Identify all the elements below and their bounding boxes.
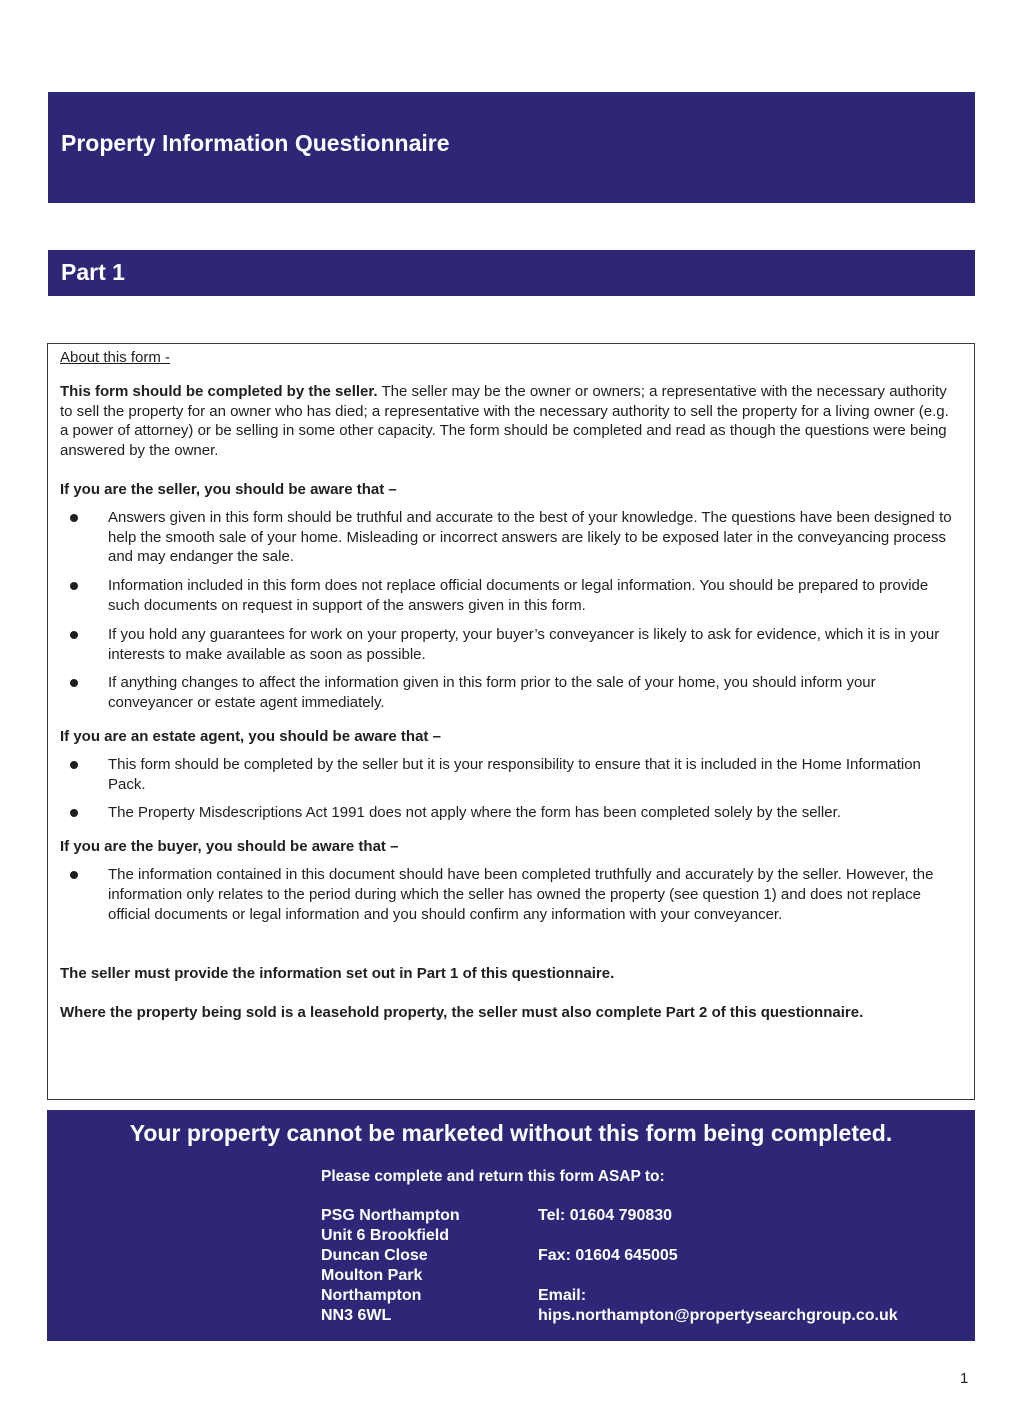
title-banner: [48, 92, 975, 203]
address-line: Duncan Close: [321, 1247, 428, 1264]
list-item-text: If you hold any guarantees for work on your property, your buyer’s conveyancer is likely to ask for evidence, which it is in your interests to make available as soon as possible.: [108, 625, 940, 663]
list-item: [60, 803, 956, 823]
intro-text: The seller may be the owner or owners; a representative with the necessary authority to sell the property for an owner who has died; a representative with the necessary authority to sell the property for a living owner (e.g. a power of attorney) or be selling in some other capacity. The form should be completed and read as though the questions were being answered by the owner.: [60, 382, 949, 460]
about-heading: About this form -: [60, 349, 171, 366]
spacer: [538, 1266, 898, 1286]
seller-heading: If you are the seller, you should be aware that –: [60, 480, 397, 498]
list-item: [60, 755, 956, 795]
address-line: Northampton: [321, 1287, 422, 1304]
closing-statement-part1: The seller must provide the information set out in Part 1 of this questionnaire.: [60, 965, 615, 983]
bullet-icon: [70, 582, 78, 590]
spacer: [538, 1226, 898, 1246]
list-item-text: This form should be completed by the seller but it is your responsibility to ensure that it is included in the Home Information Pack.: [108, 755, 921, 793]
about-section: [47, 343, 975, 1100]
bullet-icon: [70, 679, 78, 687]
email-address: hips.northampton@propertysearchgroup.co.uk: [538, 1307, 898, 1324]
list-item: [60, 865, 956, 924]
intro-paragraph: [60, 382, 956, 461]
part-label: Part 1: [61, 259, 125, 285]
list-item-text: Answers given in this form should be truthful and accurate to the best of your knowledge. The questions have been designed to help the smooth sale of your home. Misleading or incorrect answers are likely to be exposed later in the conveyancing process and may endanger the sale.: [108, 508, 952, 566]
telephone: Tel: 01604 790830: [538, 1207, 673, 1224]
list-item: [60, 625, 956, 665]
address-line: Unit 6 Brookfield: [321, 1227, 450, 1244]
page-title: Property Information Questionnaire: [61, 130, 450, 156]
page-number: 1: [960, 1370, 969, 1387]
list-item: [60, 673, 956, 713]
fax: Fax: 01604 645005: [538, 1247, 678, 1264]
list-item-text: Information included in this form does not replace official documents or legal information. You should be prepared to provide such documents on request in support of the answers given in this form.: [108, 577, 929, 614]
bullet-icon: [70, 809, 78, 817]
address-line: PSG Northampton: [321, 1207, 460, 1224]
list-item: [60, 508, 956, 567]
bullet-icon: [70, 631, 78, 639]
marketing-notice: Your property cannot be marketed without this form being completed.: [129, 1120, 893, 1146]
contact-banner: [47, 1110, 975, 1341]
address-line: Moulton Park: [321, 1267, 423, 1284]
agent-heading: If you are an estate agent, you should be aware that –: [60, 727, 441, 745]
address-line: NN3 6WL: [321, 1307, 392, 1324]
closing-statement-part2: Where the property being sold is a leasehold property, the seller must also complete Part 2 of this questionnaire.: [60, 1004, 864, 1022]
agent-list: [60, 755, 956, 823]
email-label: Email:: [538, 1287, 587, 1304]
bullet-icon: [70, 761, 78, 769]
postal-address: [321, 1206, 460, 1326]
contact-details: [538, 1206, 898, 1326]
part-banner: [48, 250, 975, 296]
return-instructions: Please complete and return this form ASAP to:: [321, 1168, 665, 1185]
bullet-icon: [70, 871, 78, 879]
list-item-text: If anything changes to affect the information given in this form prior to the sale of your home, you should inform your conveyancer or estate agent immediately.: [108, 674, 876, 712]
list-item-text: The information contained in this document should have been completed truthfully and accurately by the seller. However, the information only relates to the period during which the seller has owned the property (see question 1) and does not replace official documents or legal information and you should confirm any information with your conveyancer.: [108, 865, 934, 923]
seller-list: [60, 508, 956, 713]
buyer-heading: If you are the buyer, you should be aware that –: [60, 838, 399, 856]
bullet-icon: [70, 514, 78, 522]
list-item-text: The Property Misdescriptions Act 1991 does not apply where the form has been completed solely by the seller.: [108, 804, 841, 822]
list-item: [60, 576, 956, 616]
buyer-list: [60, 865, 956, 924]
intro-bold: This form should be completed by the seller.: [60, 382, 378, 400]
